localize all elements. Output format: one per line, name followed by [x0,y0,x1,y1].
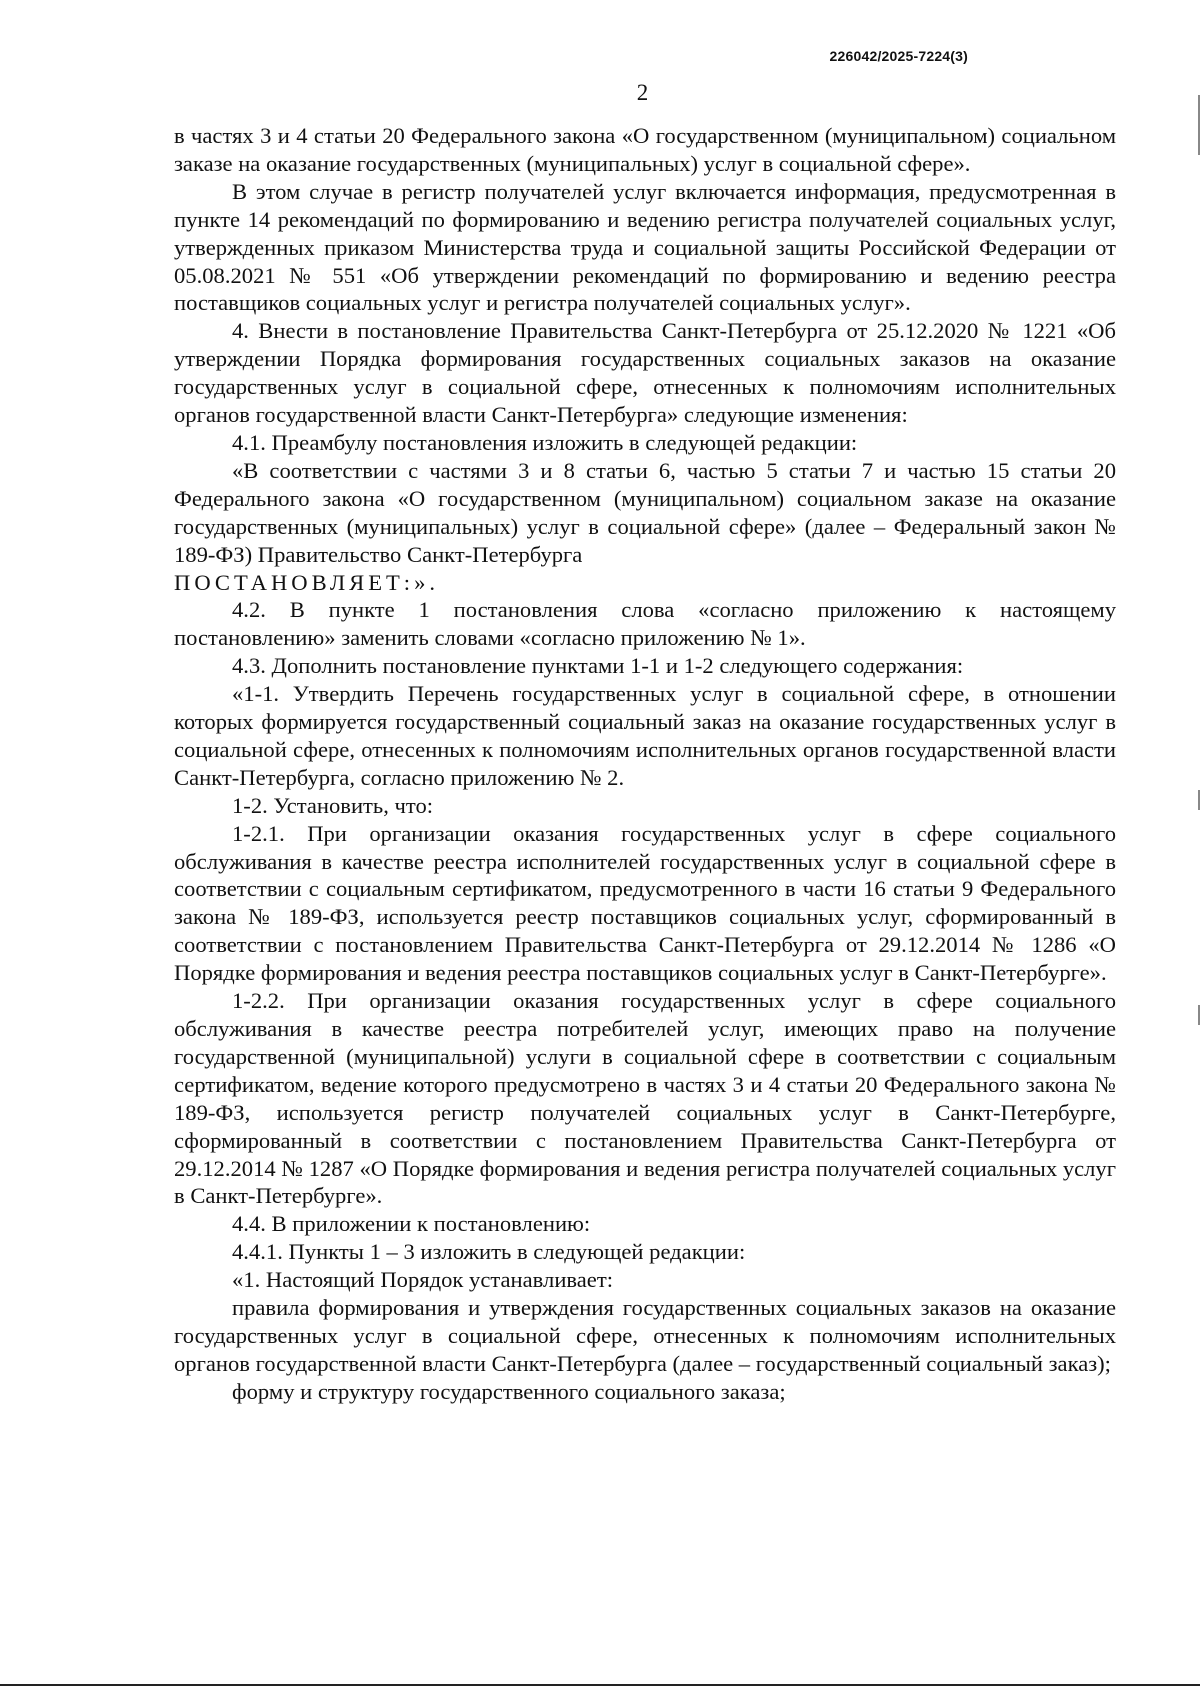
paragraph: «В соответствии с частями 3 и 8 статьи 6, частью 5 статьи 7 и частью 15 статьи 20 Федерального закона «О государственном (муниципальном) социальном заказе на оказание государственных (муниципальных) услуг в социальной сфере» (далее – Федеральный закон № 189-ФЗ) Правительство Санкт-Петербурга [174,457,1116,567]
paragraph: 4.4. В приложении к постановлению: [232,1211,591,1237]
scan-bottom-edge [0,1684,1200,1686]
page-number: 2 [636,80,649,105]
paragraph: «1-1. Утвердить Перечень государственных услуг в социальной сфере, в отношении которых формируется государственный социальный заказ на оказание государственных услуг в социальной сфере, отнесенных к полномочиям исполнительных органов государственной власти Санкт-Петербурга, согласно приложению № 2. [174,681,1116,790]
paragraph: в частях 3 и 4 статьи 20 Федерального закона «О государственном (муниципальном) социальном заказе на оказание государственных (муниципальных) услуг в социальной сфере». [174,123,1116,176]
paragraph: форму и структуру государственного социального заказа; [232,1378,786,1404]
paragraph: правила формирования и утверждения государственных социальных заказов на оказание государственных услуг в социальной сфере, отнесенных к полномочиям исполнительных органов государственной власти Санкт-Петербурга (далее – государственный социальный заказ); [174,1295,1116,1376]
paragraph: 4.4.1. Пункты 1 – 3 изложить в следующей редакции: [232,1239,746,1265]
paragraph: 4.1. Преамбулу постановления изложить в следующей редакции: [232,429,858,455]
paragraph: 4.2. В пункте 1 постановления слова «согласно приложению к настоящему постановлению» заменить словами «согласно приложению № 1». [174,597,1116,651]
paragraph: 4.3. Дополнить постановление пунктами 1-1 и 1-2 следующего содержания: [232,653,964,679]
paragraph: 1-2.1. При организации оказания государственных услуг в сфере социального обслуживания в качестве реестра исполнителей государственных услуг в социальной сфере в соответствии с социальным сертификатом, предусмотренного в части 16 статьи 9 Федерального закона № 189-ФЗ, используется реестр поставщиков социальных услуг, сформированный в соответствии с постановлением Правительства Санкт-Петербурга от 29.12.2014 № 1286 «О Порядке формирования и ведения реестра поставщиков социальных услуг в Санкт-Петербурге». [174,820,1116,986]
paragraph: 4. Внести в постановление Правительства Санкт-Петербурга от 25.12.2020 № 1221 «Об утверждении Порядка формирования государственных социальных заказов на оказание государственных услуг в социальной сфере, отнесенных к полномочиям исполнительных органов государственной власти Санкт-Петербурга» следующие изменения: [174,318,1116,428]
document-body [174,122,1116,1406]
paragraph: 1-2.2. При организации оказания государственных услуг в сфере социального обслуживания в качестве реестра потребителей услуг, имеющих право на получение государственной (муниципальной) услуги в социальной сфере в соответствии с социальным сертификатом, ведение которого предусмотрено в частях 3 и 4 статьи 20 Федерального закона № 189-ФЗ, используется регистр получателей социальных услуг в Санкт-Петербурге, сформированный в соответствии с постановлением Правительства Санкт-Петербурга от 29.12.2014 № 1287 «О Порядке формирования и ведения регистра получателей социальных услуг в Санкт-Петербурге». [174,988,1116,1209]
paragraph-resolution-word: ПОСТАНОВЛЯЕТ:». [174,569,440,595]
paragraph: «1. Настоящий Порядок устанавливает: [232,1267,613,1293]
registration-number: 226042/2025-7224(3) [829,48,968,64]
paragraph: 1-2. Установить, что: [232,792,434,818]
paragraph: В этом случае в регистр получателей услуг включается информация, предусмотренная в пункте 14 рекомендаций по формированию и ведению регистра получателей социальных услуг, утвержденных приказом Министерства труда и социальной защиты Российской Федерации от 05.08.2021 № 551 «Об утверждении рекомендаций по формированию и ведению реестра поставщиков социальных услуг и регистра получателей социальных услуг». [174,178,1116,316]
